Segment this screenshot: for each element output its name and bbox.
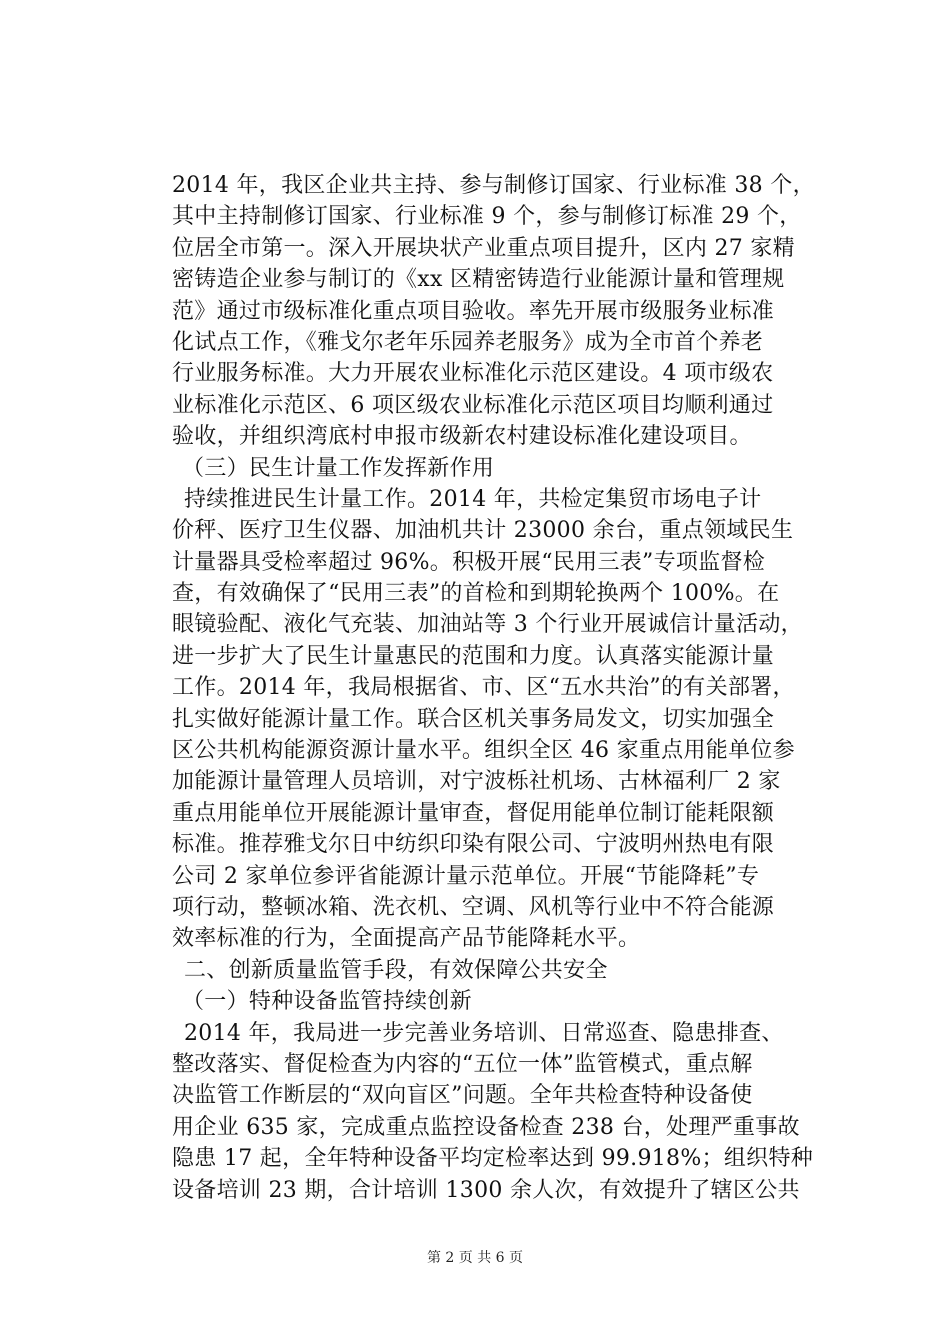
body-line: 业标准化示范区、6 项区级农业标准化示范区项目均顺利通过 xyxy=(172,392,774,418)
page-number-footer: 第 2 页 共 6 页 xyxy=(426,1250,524,1266)
body-line: 设备培训 23 期，合计培训 1300 余人次，有效提升了辖区公共 xyxy=(172,1177,800,1203)
paragraph-start-line: 持续推进民生计量工作。2014 年，共检定集贸市场电子计 xyxy=(184,486,762,512)
body-line: 位居全市第一。深入开展块状产业重点项目提升，区内 27 家精 xyxy=(172,235,795,261)
body-line: 范》通过市级标准化重点项目验收。率先开展市级服务业标准 xyxy=(172,298,775,324)
section-heading: （三）民生计量工作发挥新作用 xyxy=(182,455,495,481)
body-line: 区公共机构能源资源计量水平。组织全区 46 家重点用能单位参 xyxy=(172,738,795,764)
body-line: 计量器具受检率超过 96%。积极开展“民用三表”专项监督检 xyxy=(172,549,766,575)
body-line: 查，有效确保了“民用三表”的首检和到期轮换两个 100%。在 xyxy=(172,581,780,607)
body-line: 隐患 17 起，全年特种设备平均定检率达到 99.918%；组织特种 xyxy=(172,1146,814,1172)
body-line: 决监管工作断层的“双向盲区”问题。全年共检查特种设备使 xyxy=(172,1083,753,1109)
body-line: 其中主持制修订国家、行业标准 9 个，参与制修订标准 29 个， xyxy=(172,204,802,230)
body-line: 化试点工作，《雅戈尔老年乐园养老服务》成为全市首个养老 xyxy=(172,329,764,355)
body-line: 标准。推荐雅戈尔日中纺织印染有限公司、宁波明州热电有限 xyxy=(172,832,775,858)
body-line: 密铸造企业参与制订的《xx 区精密铸造行业能源计量和管理规 xyxy=(172,267,785,293)
body-line: 用企业 635 家，完成重点监控设备检查 238 台，处理严重事故 xyxy=(172,1114,800,1140)
body-line: 整改落实、督促检查为内容的“五位一体”监管模式，重点解 xyxy=(172,1051,753,1077)
body-line: 公司 2 家单位参评省能源计量示范单位。开展“节能降耗”专 xyxy=(172,863,760,889)
document-body xyxy=(172,170,858,1206)
body-line: 扎实做好能源计量工作。联合区机关事务局发文，切实加强全 xyxy=(172,706,775,732)
body-line: 验收，并组织湾底村申报市级新农村建设标准化建设项目。 xyxy=(172,424,752,450)
body-line: 工作。2014 年，我局根据省、市、区“五水共治”的有关部署， xyxy=(172,675,795,701)
section-heading: 二、创新质量监管手段，有效保障公共安全 xyxy=(184,957,608,983)
body-line: 重点用能单位开展能源计量审查，督促用能单位制订能耗限额 xyxy=(172,800,775,826)
body-line: 行业服务标准。大力开展农业标准化示范区建设。4 项市级农 xyxy=(172,361,774,387)
body-line: 加能源计量管理人员培训，对宁波栎社机场、古林福利厂 2 家 xyxy=(172,769,781,795)
body-line: 眼镜验配、液化气充装、加油站等 3 个行业开展诚信计量活动， xyxy=(172,612,803,638)
body-line: 价秤、医疗卫生仪器、加油机共计 23000 余台，重点领域民生 xyxy=(172,518,794,544)
body-line: 进一步扩大了民生计量惠民的范围和力度。认真落实能源计量 xyxy=(172,643,775,669)
paragraph-start-line: 2014 年，我局进一步完善业务培训、日常巡查、隐患排查、 xyxy=(184,1020,784,1046)
body-line: 2014 年，我区企业共主持、参与制修订国家、行业标准 38 个， xyxy=(172,173,815,198)
subsection-heading: （一）特种设备监管持续创新 xyxy=(182,989,472,1015)
body-line: 效率标准的行为，全面提高产品节能降耗水平。 xyxy=(172,926,641,952)
body-line: 项行动，整顿冰箱、洗衣机、空调、风机等行业中不符合能源 xyxy=(172,894,775,920)
